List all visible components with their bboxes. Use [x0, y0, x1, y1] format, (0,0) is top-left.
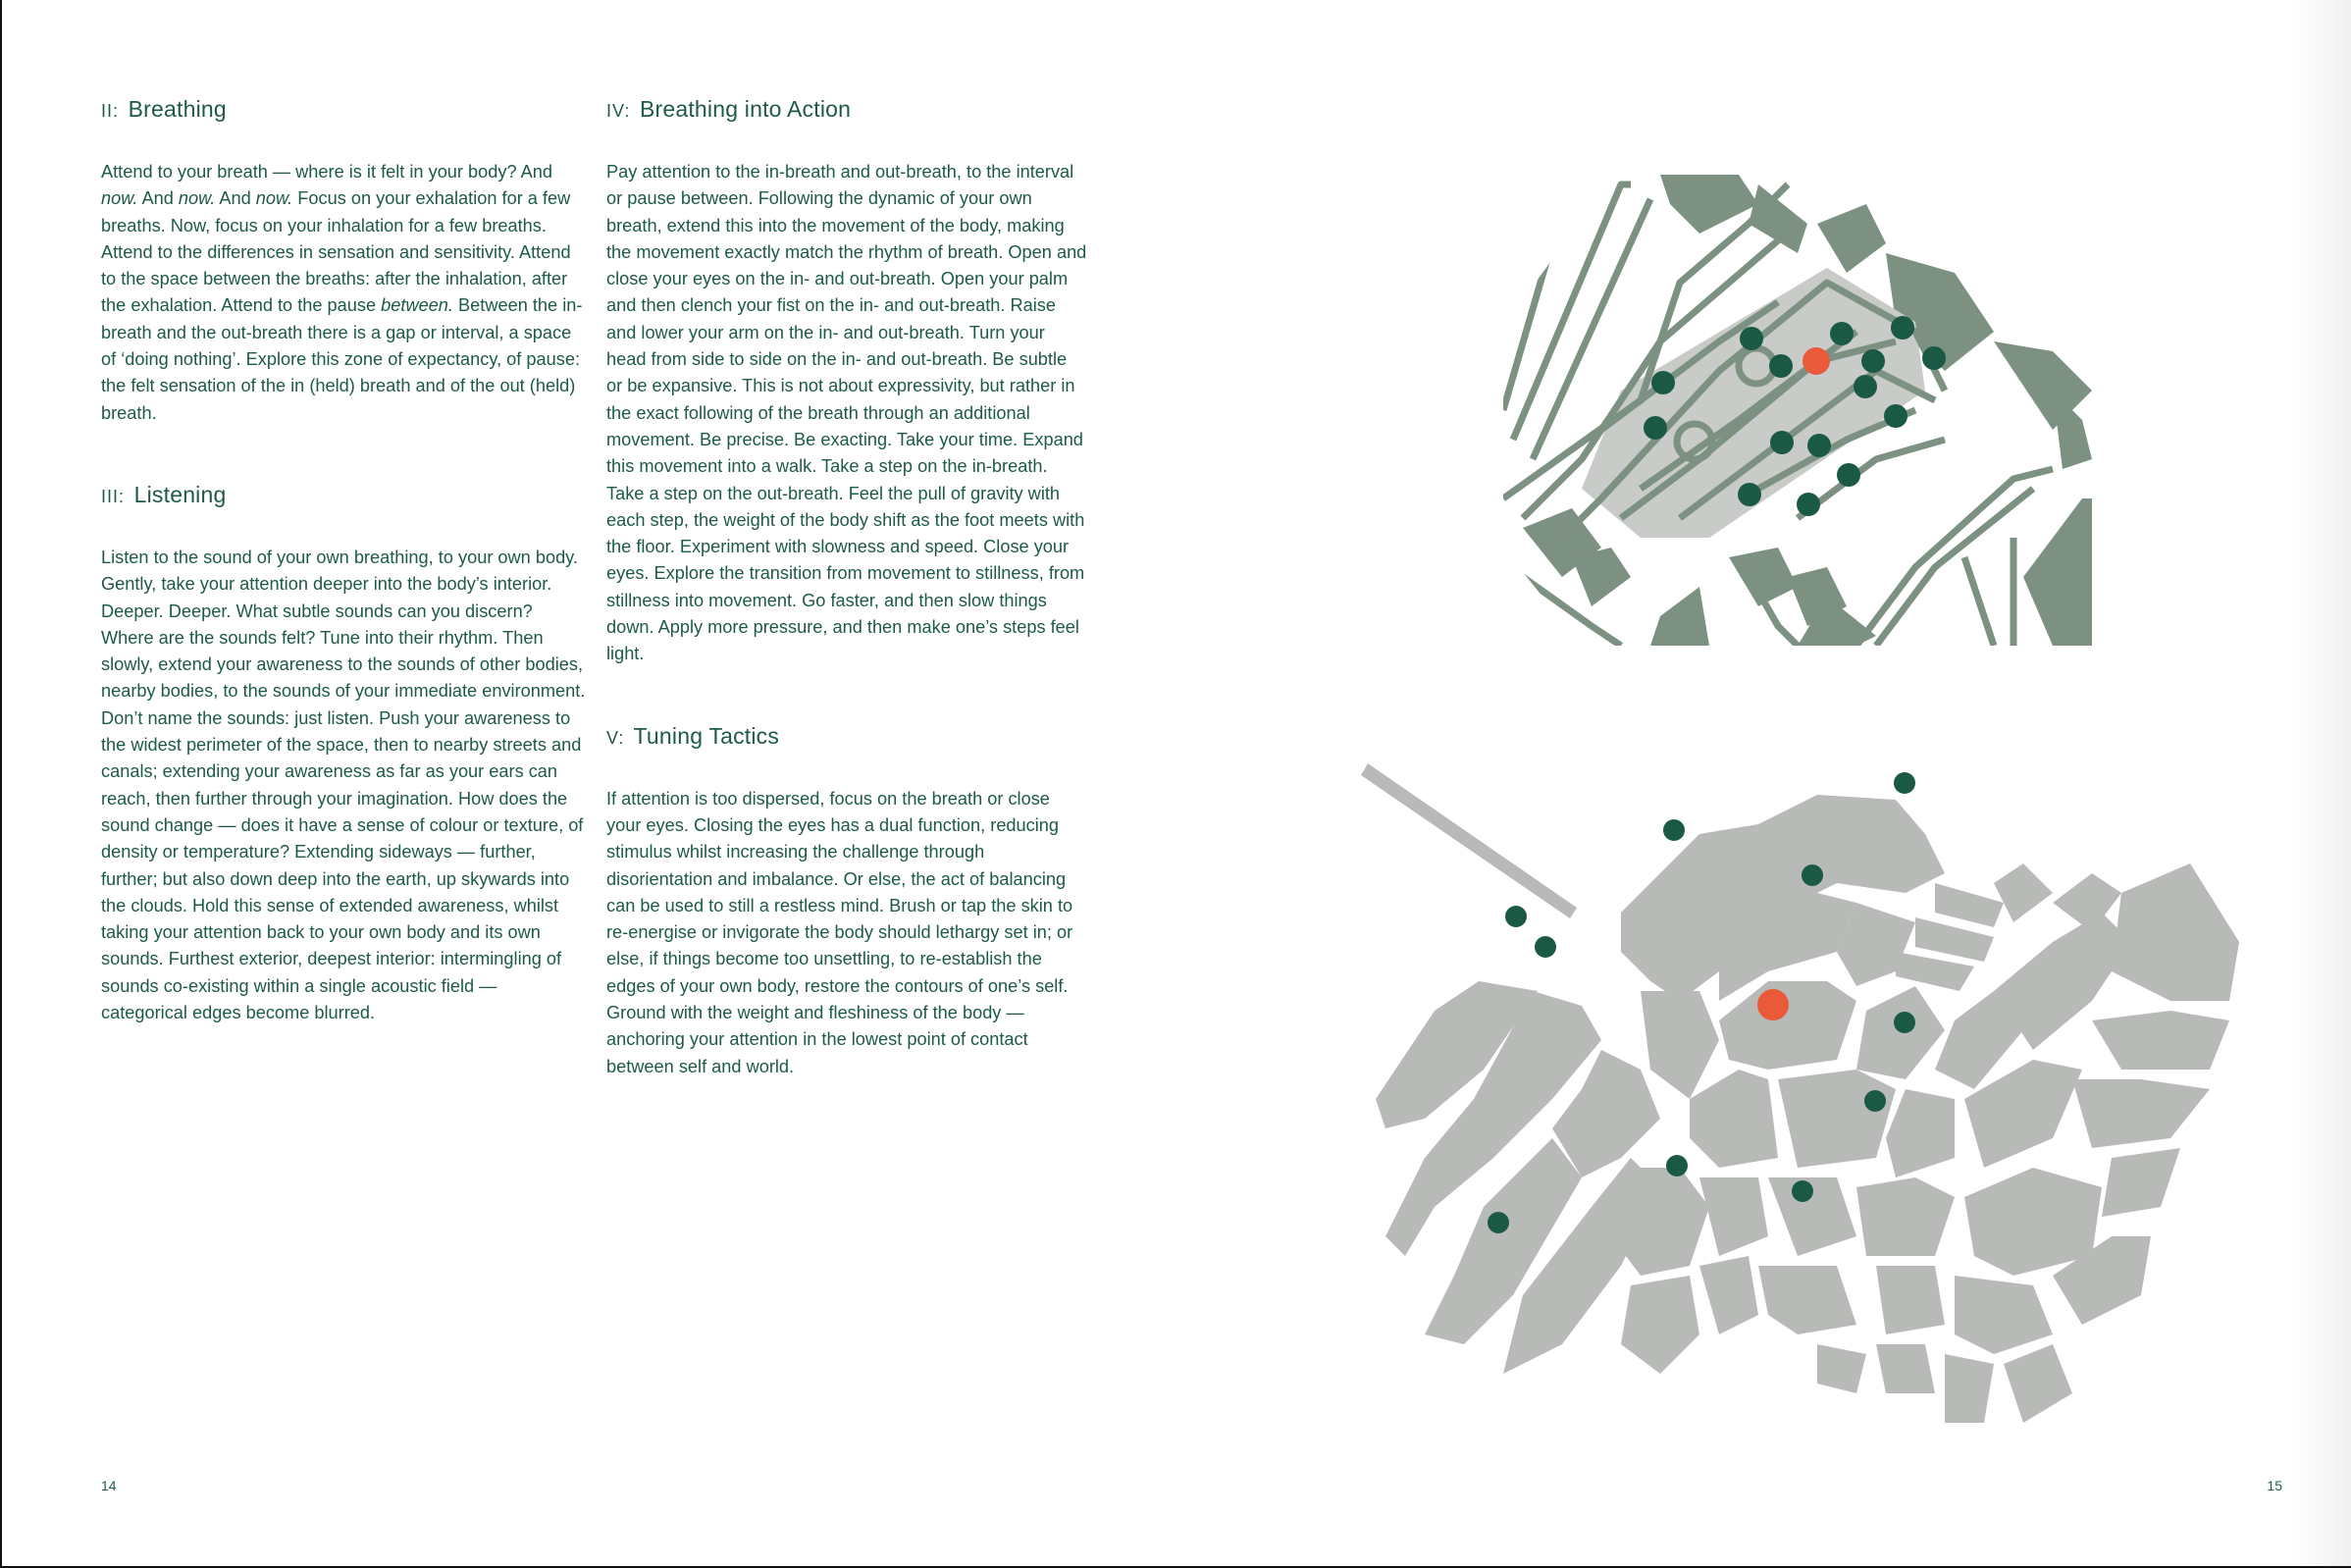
- map-marker: [1769, 354, 1793, 378]
- map-marker: [1792, 1180, 1813, 1202]
- map-marker: [1837, 463, 1860, 487]
- map-marker: [1802, 864, 1823, 886]
- section-title: Breathing into Action: [639, 96, 852, 122]
- map-marker: [1770, 431, 1794, 454]
- map-marker: [1891, 316, 1914, 340]
- section-title: Breathing: [128, 96, 227, 122]
- map-marker: [1861, 349, 1885, 373]
- text-run: And: [215, 188, 256, 209]
- map-marker: [1884, 404, 1907, 428]
- section-numeral: V:: [606, 727, 625, 748]
- text-run-italic: between.: [381, 295, 453, 316]
- section-heading: [101, 94, 588, 126]
- island-blocks: [1376, 795, 2239, 1423]
- causeway: [1361, 763, 1577, 918]
- section-listening: [101, 480, 588, 1026]
- map-marker: [1663, 819, 1685, 841]
- map-marker: [1644, 416, 1667, 440]
- section-heading: [101, 480, 588, 511]
- section-title: Tuning Tactics: [633, 722, 780, 749]
- section-paragraph: Listen to the sound of your own breathing, to your own body. Gently, take your attention deeper into the body’s interior. Deeper. Deeper. What subtle sounds can you discern? Where are the sounds felt? Tune into their rhythm. Then slowly, extend your awareness to the sounds of other bodies, nearby bodies, to the sounds of your immediate environment. Don’t name the sounds: just listen. Push your awareness to the widest perimeter of the space, then to nearby streets and canals; extending your awareness as far as your ears can reach, then further through your imagination. How does the sound change — does it have a sense of colour or texture, of density or temperature? Extending sideways — further, further; but also down deep into the earth, up skywards into the clouds. Hold this sense of extended awareness, whilst taking your attention back to your own body and its own sounds. Furthest exterior, deepest interior: intermingling of sounds co-existing within a single acoustic field — categorical edges become blurred.: [101, 547, 586, 1023]
- section-numeral: IV:: [606, 101, 631, 121]
- site-plan-map: [1503, 165, 2092, 646]
- section-tuning-tactics: [606, 721, 1087, 1080]
- map-marker: [1738, 483, 1761, 506]
- section-breathing: [101, 94, 588, 427]
- current-location-marker: [1757, 989, 1789, 1020]
- map-marker: [1864, 1090, 1886, 1112]
- map-marker: [1666, 1155, 1688, 1176]
- page-edge-shadow: [2292, 0, 2351, 1566]
- section-heading: [606, 721, 1087, 753]
- text-run: And: [137, 188, 179, 209]
- map-marker: [1830, 322, 1854, 345]
- text-run: Between the in-breath and the out-breath there is a gap or interval, a space of ‘doing nothing’. Explore this zone of expectancy, of pause: the felt sensation of the in (held) breath and of the out (held) breath.: [101, 295, 583, 423]
- page-number-right: 15: [2267, 1478, 2282, 1493]
- text-run: Attend to your breath — where is it felt in your body? And: [101, 162, 552, 182]
- map-marker: [1854, 375, 1877, 398]
- map-marker: [1894, 772, 1915, 794]
- text-run: Focus on your exhalation for a few breaths. Now, focus on your inhalation for a few breaths. Attend to the differences in sensation and sensitivity. Attend to the space between the breaths: after the inhalation, after the exhalation. Attend to the pause: [101, 188, 571, 316]
- map-marker: [1807, 434, 1831, 457]
- map-marker: [1922, 346, 1946, 370]
- map-marker: [1535, 936, 1556, 958]
- page-number-left: 14: [101, 1478, 117, 1493]
- section-numeral: III:: [101, 486, 126, 506]
- map-marker: [1505, 906, 1527, 927]
- section-heading: [606, 94, 1087, 126]
- city-overview-map: [1307, 746, 2239, 1433]
- text-run-italic: now.: [255, 188, 293, 209]
- map-marker: [1797, 493, 1820, 516]
- section-paragraph: [101, 159, 588, 427]
- section-title: Listening: [133, 481, 227, 507]
- current-location-marker: [1802, 347, 1830, 375]
- map-marker: [1894, 1012, 1915, 1033]
- section-breathing-into-action: [606, 94, 1087, 668]
- map-marker: [1488, 1212, 1509, 1233]
- section-paragraph: If attention is too dispersed, focus on the breath or close your eyes. Closing the eyes has a dual function, reducing stimulus whilst increasing the challenge through disorientation and imbalance. Or else, the act of balancing can be used to still a restless mind. Brush or tap the skin to re-energise or invigorate the body should lethargy set in; or else, if things become too unsettling, to re-establish the edges of your own body, restore the contours of one’s self. Ground with the weight and fleshiness of the body — anchoring your attention in the lowest point of contact between self and world.: [606, 788, 1073, 1076]
- text-run-italic: now.: [178, 188, 216, 209]
- map-marker: [1651, 371, 1675, 394]
- left-text-column: [101, 94, 588, 1026]
- section-paragraph: Pay attention to the in-breath and out-breath, to the interval or pause between. Following the dynamic of your own breath, extend this into the movement of the body, making the movement exactly match the rhythm of breath. Open and close your eyes on the in- and out-breath. Open your palm and then clench your fist on the in- and out-breath. Raise and lower your arm on the in- and out-breath. Turn your head from side to side on the in- and out-breath. Be subtle or be expansive. This is not about expressivity, but rather in the exact following of the breath through an additional movement. Be precise. Be exacting. Take your time. Expand this movement into a walk. Take a step on the in-breath. Take a step on the out-breath. Feel the pull of gravity with each step, the weight of the body shift as the foot meets with the floor. Experiment with slowness and speed. Close your eyes. Explore the transition from movement to stillness, from stillness into movement. Go faster, and then slow things down. Apply more pressure, and then make one’s steps feel light.: [606, 162, 1087, 664]
- section-numeral: II:: [101, 101, 120, 121]
- map-marker: [1740, 327, 1763, 350]
- right-text-column: [606, 94, 1087, 1080]
- text-run-italic: now.: [101, 188, 138, 209]
